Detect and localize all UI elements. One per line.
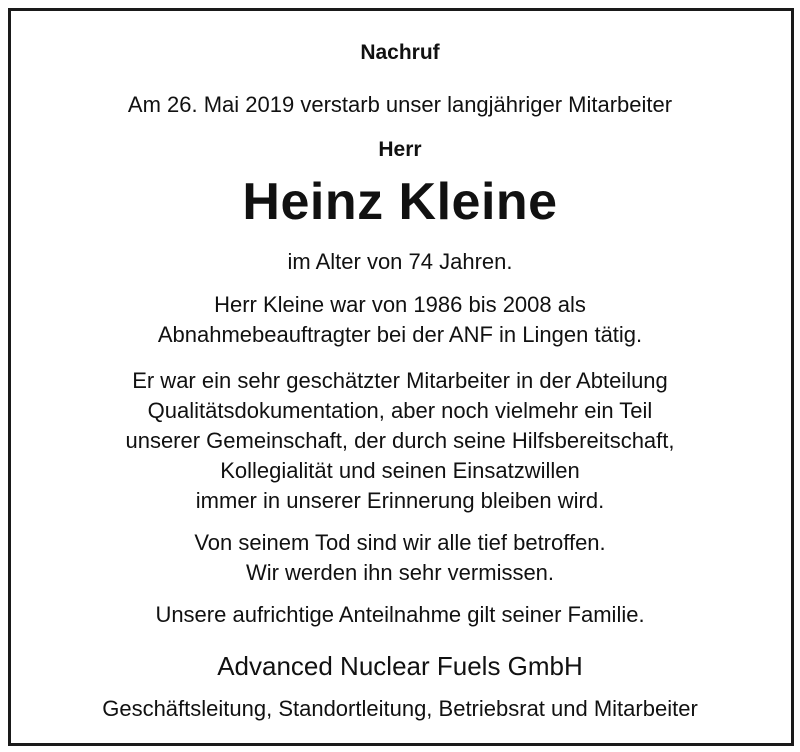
- obituary-heading: Nachruf: [360, 41, 440, 64]
- condolence-text: Unsere aufrichtige Anteilnahme gilt seiner Familie.: [155, 602, 645, 627]
- tribute-line: immer in unserer Erinnerung bleiben wird.: [195, 488, 605, 513]
- grief-line: Wir werden ihn sehr vermissen.: [245, 560, 555, 585]
- tribute-paragraph: [0, 366, 800, 516]
- age-text: im Alter von 74 Jahren.: [287, 249, 513, 274]
- career-line: Abnahmebeauftragter bei der ANF in Lingen tätig.: [157, 322, 643, 347]
- signatories-text: Geschäftsleitung, Standortleitung, Betriebsrat und Mitarbeiter: [102, 696, 698, 721]
- grief-line: Von seinem Tod sind wir alle tief betroffen.: [194, 530, 606, 555]
- career-line: Herr Kleine war von 1986 bis 2008 als: [214, 292, 586, 317]
- intro-text: Am 26. Mai 2019 verstarb unser langjähriger Mitarbeiter: [127, 92, 673, 117]
- career-paragraph: [0, 290, 800, 350]
- tribute-line: unserer Gemeinschaft, der durch seine Hilfsbereitschaft,: [125, 428, 675, 453]
- company-name: Advanced Nuclear Fuels GmbH: [217, 651, 583, 681]
- grief-paragraph: [0, 528, 800, 588]
- tribute-line: Kollegialität und seinen Einsatzwillen: [220, 458, 580, 483]
- salutation: Herr: [378, 138, 422, 161]
- tribute-line: Er war ein sehr geschätzter Mitarbeiter in der Abteilung: [132, 368, 668, 393]
- tribute-line: Qualitätsdokumentation, aber noch vielmehr ein Teil: [147, 398, 653, 423]
- deceased-name: Heinz Kleine: [242, 173, 558, 231]
